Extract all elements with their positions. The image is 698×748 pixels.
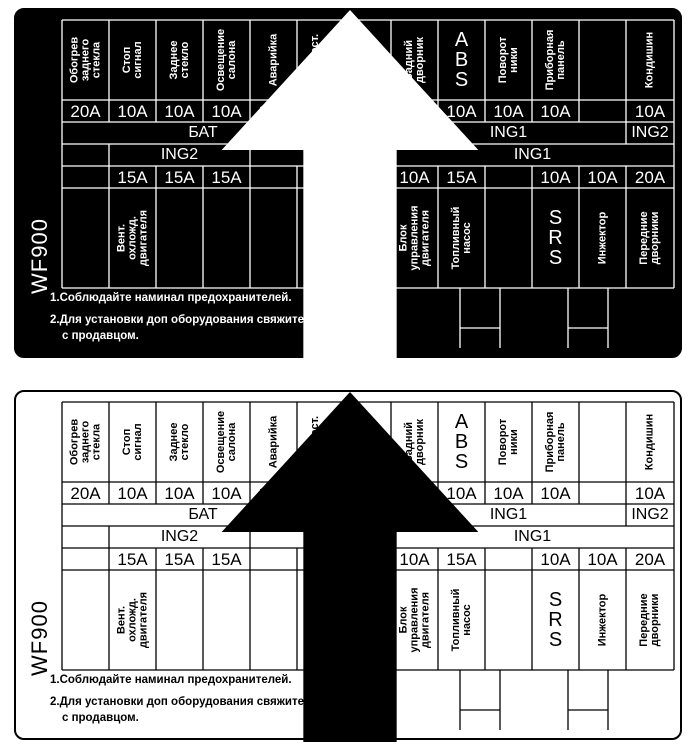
top-fuse-rating: 10A — [258, 483, 289, 503]
top-label-abs: A B S — [454, 29, 469, 91]
top-fuse-rating: 10A — [540, 101, 571, 121]
bottom-label-srs: S R S — [548, 207, 563, 269]
bottom-fuse-rating: 15A — [211, 549, 242, 569]
bottom-fuse-rating: 10A — [399, 167, 430, 187]
top-fuse-rating: 10A — [493, 483, 524, 503]
top-fuse-label: Аварийка — [267, 33, 279, 87]
top-fuse-rating — [579, 100, 626, 122]
bottom-group-label: ING2 — [160, 528, 199, 545]
top-fuse-label: Освещение салона — [214, 28, 238, 92]
bottom-fuse-label: Вент. охложд. двигателя — [115, 209, 149, 267]
top-fuse-rating: 10A — [305, 101, 336, 121]
top-fuse-label: Аудио — [361, 424, 373, 460]
bottom-fuse-rating — [485, 166, 532, 188]
top-fuse-rating: 10A — [399, 483, 430, 503]
top-fuse-rating: 10A — [117, 483, 148, 503]
bottom-group-label: ACC — [303, 528, 338, 545]
bottom-fuse-label: Передние дворники — [638, 211, 661, 265]
note-line-1: 1.Соблюдайте наминал предохранителей. — [50, 292, 292, 304]
bottom-fuse-rating: 15A — [164, 167, 195, 187]
top-fuse-rating: 10A — [117, 101, 148, 121]
bottom-fuse-label: Топливный насос — [449, 206, 473, 270]
bottom-fuse-rating: 15A — [211, 167, 242, 187]
bottom-group-label: ING2 — [160, 146, 199, 163]
note-line-1: 1.Соблюдайте наминал предохранителей. — [50, 674, 292, 686]
bottom-group-label: ING1 — [513, 146, 552, 163]
bottom-fuse-label: Вент. охложд. двигателя — [115, 591, 149, 649]
top-label-abs: A B S — [454, 411, 469, 473]
bottom-fuse-rating — [250, 548, 297, 570]
bottom-fuse-rating — [250, 166, 297, 188]
note-line-2: 2.Для установки доп оборудования свяжитесь — [50, 696, 318, 708]
top-fuse-label: Стоп сигнал — [120, 423, 144, 461]
top-fuse-label: Поворот ники — [496, 36, 520, 84]
bottom-fuse-label: Блок управления двигателя — [397, 587, 431, 653]
top-fuse-rating: 10A — [634, 101, 666, 121]
top-fuse-rating: 10A — [634, 483, 666, 503]
bottom-fuse-rating: 10A — [305, 167, 336, 187]
top-fuse-rating: 10A — [164, 101, 195, 121]
model-label: WF900 — [27, 600, 52, 676]
bottom-fuse-label: Инжектор — [596, 211, 608, 265]
bottom-fuse-rating: 10A — [587, 549, 618, 569]
note-line-3: с продавцом. — [62, 712, 139, 724]
top-fuse-label: Заднее стекло — [167, 422, 191, 462]
fuse-box-label-light — [14, 390, 682, 740]
top-fuse-rating: 10A — [446, 483, 477, 503]
bottom-fuse-label: Блок управления двигателя — [397, 205, 431, 271]
bottom-fuse-rating: 15A — [446, 167, 477, 187]
top-group-label: ING1 — [489, 124, 528, 141]
bottom-fuse-label: Топливный насос — [449, 588, 473, 652]
bottom-fuse-rating: 15A — [446, 549, 477, 569]
top-fuse-label: Кондишин — [643, 31, 656, 89]
bottom-fuse-label: Инжектор — [596, 593, 608, 647]
bottom-fuse-rating — [344, 548, 391, 570]
top-fuse-label: Задний дворник — [402, 419, 426, 465]
bottom-fuse-rating — [62, 166, 109, 188]
top-fuse-label: Освещение салона — [214, 410, 238, 474]
top-fuse-rating: 10A — [493, 101, 524, 121]
top-fuse-rating: 10A — [211, 101, 242, 121]
top-group-label: ACC — [350, 124, 385, 141]
note-line-3: с продавцом. — [62, 330, 139, 342]
fuse-box-label-dark — [14, 8, 682, 358]
top-fuse-rating: 10A — [352, 101, 383, 121]
top-fuse-rating — [579, 482, 626, 504]
bottom-fuse-rating: 20A — [634, 167, 666, 187]
bottom-fuse-rating: 15A — [117, 167, 148, 187]
model-label: WF900 — [27, 218, 52, 294]
bottom-label-srs: S R S — [548, 589, 563, 651]
bottom-fuse-rating: 10A — [305, 549, 336, 569]
top-fuse-label: Задний дворник — [402, 37, 426, 83]
top-fuse-rating: 10A — [446, 101, 477, 121]
bottom-group-label: ING1 — [513, 528, 552, 545]
top-fuse-label: Аудио — [361, 42, 373, 78]
top-fuse-label: Обогрев заднего стекла — [68, 418, 102, 466]
top-fuse-label: Заднее стекло — [167, 40, 191, 80]
bottom-fuse-rating: 10A — [399, 549, 430, 569]
top-fuse-rating: 10A — [211, 483, 242, 503]
bottom-fuse-label: Зеркала — [314, 215, 326, 261]
top-fuse-rating: 20A — [70, 101, 101, 121]
top-fuse-label: Обогрев заднего стекла — [68, 36, 102, 84]
bottom-fuse-rating: 10A — [540, 167, 571, 187]
top-fuse-label: Кондишин — [643, 413, 656, 471]
top-fuse-label: Стоп сигнал — [120, 41, 144, 79]
note-line-2: 2.Для установки доп оборудования свяжитесь — [50, 314, 318, 326]
top-fuse-label: Приборная панель — [543, 29, 567, 91]
bottom-fuse-rating: 10A — [540, 549, 571, 569]
bottom-fuse-rating: 20A — [634, 549, 666, 569]
top-group-label: ING1 — [489, 506, 528, 523]
bottom-fuse-rating: 10A — [587, 167, 618, 187]
top-fuse-label: Диагност. блок — [308, 415, 332, 469]
top-fuse-rating: 10A — [399, 101, 430, 121]
top-fuse-label: Диагност. блок — [308, 33, 332, 87]
bottom-fuse-label: Передние дворники — [638, 593, 661, 647]
top-fuse-rating: 10A — [258, 101, 289, 121]
bottom-group-label: ACC — [303, 146, 338, 163]
bottom-fuse-rating: 15A — [117, 549, 148, 569]
bottom-fuse-rating — [485, 548, 532, 570]
bottom-fuse-rating: 15A — [164, 549, 195, 569]
top-fuse-rating: 10A — [352, 483, 383, 503]
top-group-label: БАТ — [188, 124, 218, 141]
top-group-label: ING2 — [631, 124, 669, 141]
top-fuse-label: Аварийка — [267, 415, 279, 469]
top-group-label: ACC — [350, 506, 385, 523]
top-fuse-rating: 20A — [70, 483, 101, 503]
top-group-label: ING2 — [631, 506, 669, 523]
bottom-fuse-rating — [344, 166, 391, 188]
top-fuse-rating: 10A — [305, 483, 336, 503]
top-group-label: БАТ — [188, 506, 218, 523]
bottom-fuse-label: Зеркала — [314, 597, 326, 643]
bottom-fuse-rating — [62, 548, 109, 570]
top-fuse-label: Приборная панель — [543, 411, 567, 473]
top-fuse-rating: 10A — [164, 483, 195, 503]
top-fuse-label: Поворот ники — [496, 418, 520, 466]
top-fuse-rating: 10A — [540, 483, 571, 503]
